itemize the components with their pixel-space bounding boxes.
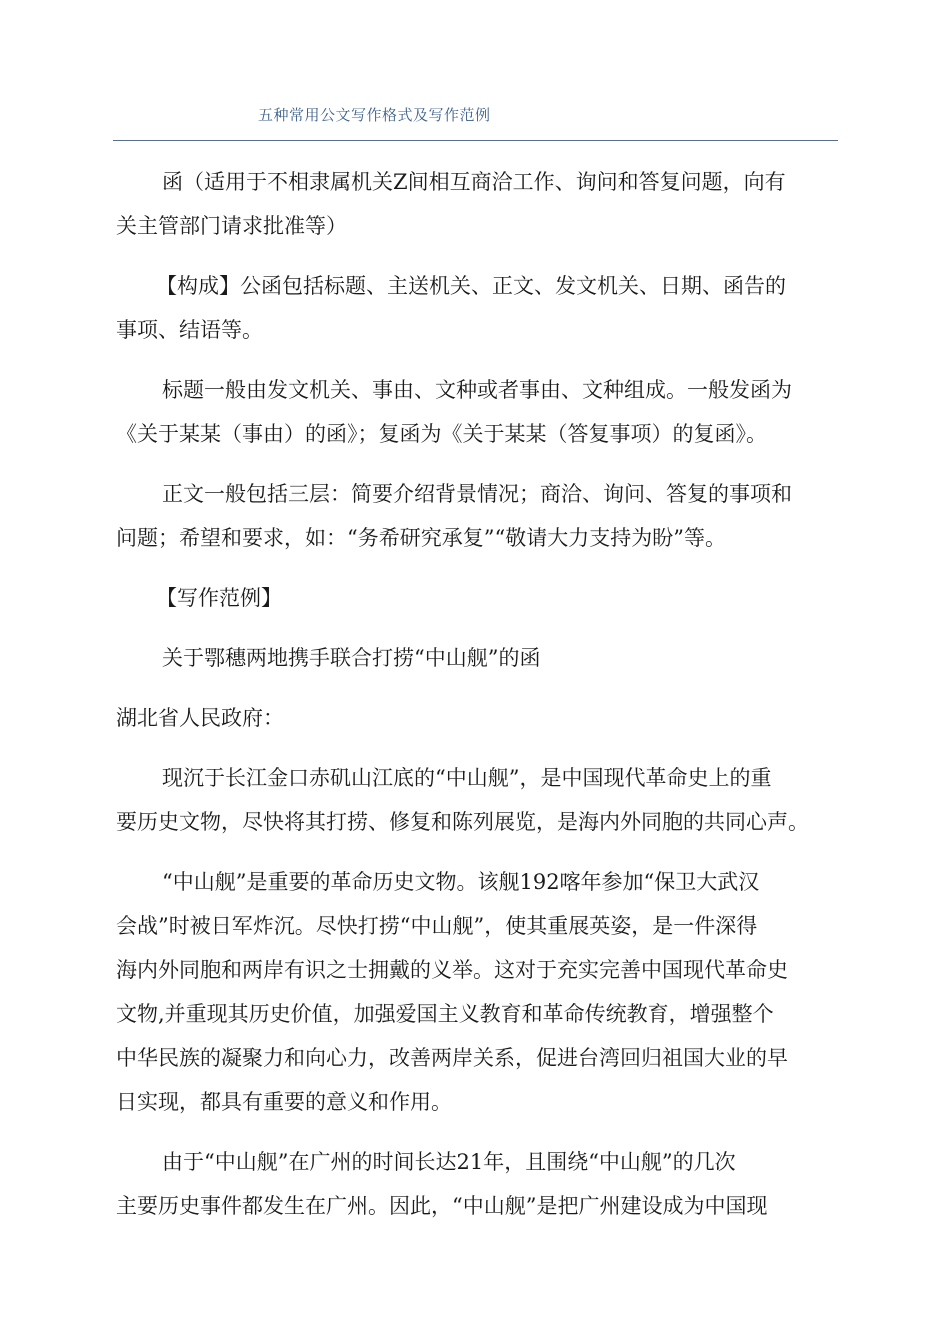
paragraph-han-definition <box>116 160 838 248</box>
text-line: 日实现，都具有重要的意义和作用。 <box>116 1090 452 1114</box>
text-line: 事项、结语等。 <box>116 318 263 342</box>
header-divider <box>113 140 838 141</box>
page-header-title: 五种常用公文写作格式及写作范例 <box>258 106 491 124</box>
text-line: 函（适用于不相隶属机关Z间相互商洽工作、询问和答复问题，向有 <box>162 170 786 194</box>
text-line: 中华民族的凝聚力和向心力，改善两岸关系，促进台湾回归祖国大业的早 <box>116 1046 788 1070</box>
text-line: 标题一般由发文机关、事由、文种或者事由、文种组成。一般发函为 <box>162 378 792 402</box>
text-line: 《关于某某（事由）的函》；复函为《关于某某（答复事项）的复函》。 <box>116 422 767 446</box>
paragraph-letter-title <box>116 636 838 680</box>
paragraph-letter-body-1 <box>116 756 838 844</box>
text-line: 由于“中山舰”在广州的时间长达21年，且围绕“中山舰”的几次 <box>162 1150 736 1174</box>
text-line: 海内外同胞和两岸有识之士拥戴的义举。这对于充实完善中国现代革命史 <box>116 958 788 982</box>
text-line: 文物,并重现其历史价值，加强爱国主义教育和革命传统教育，增强整个 <box>116 1002 774 1026</box>
text-line: 问题；希望和要求，如：“务希研究承复”“敬请大力支持为盼”等。 <box>116 526 726 550</box>
text-line: 【构成】公函包括标题、主送机关、正文、发文机关、日期、函告的 <box>156 274 786 298</box>
paragraph-body-rule <box>116 472 838 560</box>
paragraph-addressee <box>116 696 838 740</box>
text-line: 要历史文物，尽快将其打捞、修复和陈列展览，是海内外同胞的共同心声。 <box>116 810 809 834</box>
paragraph-example-heading <box>116 576 838 620</box>
paragraph-title-rule <box>116 368 838 456</box>
text-line: 主要历史事件都发生在广州。因此，“中山舰”是把广州建设成为中国现 <box>116 1194 768 1218</box>
text-line: 现沉于长江金口赤矶山江底的“中山舰”，是中国现代革命史上的重 <box>162 766 772 790</box>
text-line: 正文一般包括三层：简要介绍背景情况；商洽、询问、答复的事项和 <box>162 482 792 506</box>
paragraph-composition <box>116 264 838 352</box>
text-line: 关于鄂穗两地携手联合打捞“中山舰”的函 <box>162 646 541 670</box>
text-line: 关主管部门请求批准等） <box>116 214 347 238</box>
text-line: 会战”时被日军炸沉。尽快打捞“中山舰”，使其重展英姿，是一件深得 <box>116 914 758 938</box>
text-line: “中山舰”是重要的革命历史文物。该舰192喀年参加“保卫大武汉 <box>162 870 760 894</box>
text-line: 【写作范例】 <box>156 586 282 610</box>
paragraph-letter-body-2 <box>116 860 838 1124</box>
paragraph-letter-body-3 <box>116 1140 838 1228</box>
document-body <box>116 160 838 1244</box>
text-line: 湖北省人民政府： <box>116 706 284 730</box>
